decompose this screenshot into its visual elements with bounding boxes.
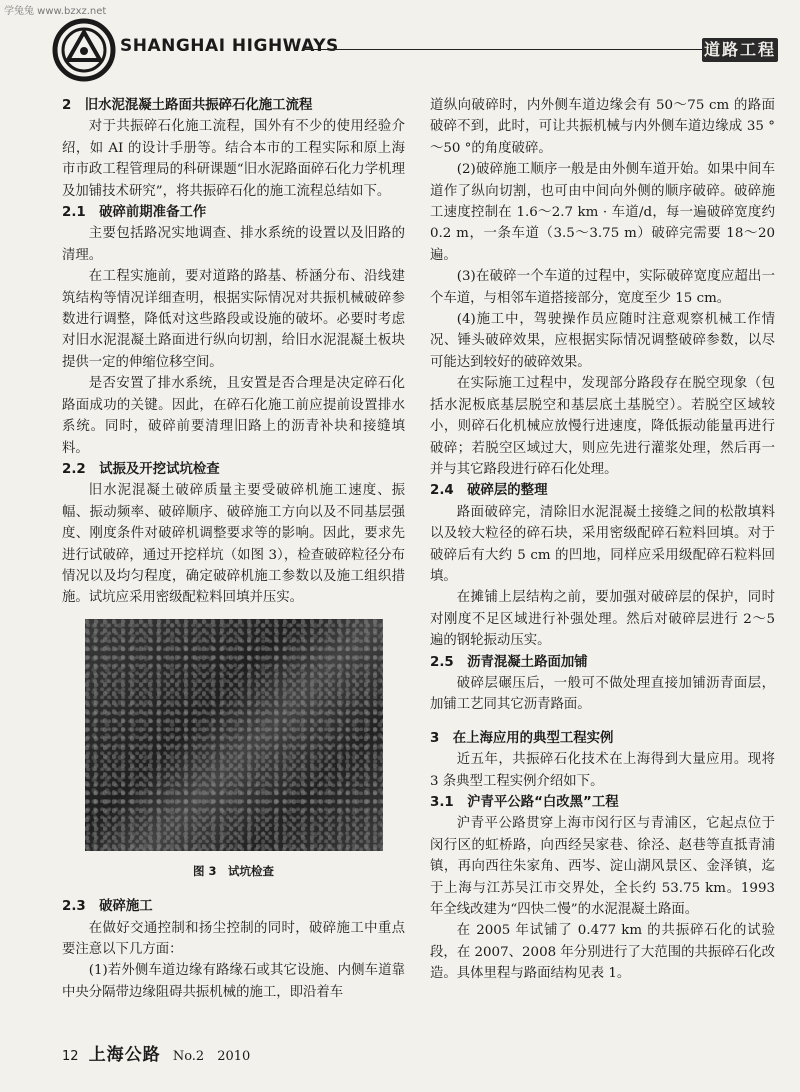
- issue-info: No.2 2010: [172, 1049, 251, 1064]
- left-column: [62, 95, 405, 1003]
- section-tag: 道路工程: [702, 38, 778, 62]
- section-2-title: 2 旧水泥混凝土路面共振碎石化施工流程: [62, 98, 313, 113]
- section-2-1-title: 2.1 破碎前期准备工作: [62, 205, 207, 221]
- paragraph: 在实际施工过程中，发现部分路段存在脱空现象（包括水泥板底基层脱空和基层底土基脱空）。若脱空区域较小，则碎石化机械应放慢行进速度，降低振动能量再进行破碎；若脱空区域过大，则应先进行灌浆处理，然后再一并与其它路段进行碎石化处理。: [430, 376, 775, 477]
- section-2-4-title: 2.4 破碎层的整理: [430, 483, 548, 499]
- section-3-1-title: 3.1 沪青平公路“白改黑”工程: [430, 795, 619, 810]
- section-2-3-title: 2.3 破碎施工: [62, 899, 153, 915]
- figure-3-photo: [85, 619, 383, 851]
- paragraph: (4)施工中，驾驶操作员应随时注意观察机械工作情况、锤头破碎效果，应根据实际情况调整破碎参数，以尽可能达到较好的破碎效果。: [430, 312, 775, 370]
- paragraph: (3)在破碎一个车道的过程中，实际破碎宽度应超出一个车道，与相邻车道搭接部分，宽度至少 15 cm。: [430, 269, 775, 306]
- journal-name: SHANGHAI HIGHWAYS: [120, 36, 339, 56]
- paragraph: 近五年，共振碎石化技术在上海得到大量应用。现将 3 条典型工程实例介绍如下。: [430, 752, 775, 789]
- paragraph: 在 2005 年试铺了 0.477 km 的共振碎石化的试验段，在 2007、2008 年分别进行了大范围的共振碎石化改造。具体里程与路面结构见表 1。: [430, 923, 775, 982]
- paragraph: 在摊铺上层结构之前，要加强对破碎层的保护，同时对刚度不足区域进行补强处理。然后对破碎层进行 2～5 遍的钢轮振动压实。: [430, 590, 775, 649]
- section-2-2-title: 2.2 试振及开挖试坑检查: [62, 461, 220, 477]
- paragraph: (1)若外侧车道边缘有路缘石或其它设施、内侧车道靠中央分隔带边缘阻碍共振机械的施工，即沿着车: [62, 963, 405, 1000]
- paragraph: (2)破碎施工顺序一般是由外侧车道开始。如果中间车道作了纵向切割，也可由中间向外侧的顺序破碎。破碎施工速度控制在 1.6～2.7 km · 车道/d，每一遍破碎宽度约 0.2 m，一条车道（3.5～3.75 m）破碎完需要 18～20 遍。: [430, 162, 775, 263]
- header-rule: [302, 49, 702, 50]
- page-footer: [62, 1040, 250, 1065]
- watermark: 学兔兔 www.bzxz.net: [4, 6, 107, 17]
- paragraph: 路面破碎完，清除旧水泥混凝土接缝之间的松散填料以及较大粒径的碎石块，采用密级配碎石粒料回填。对于破碎后有大约 5 cm 的凹地，同样应采用级配碎石粒料回填。: [430, 504, 775, 584]
- paragraph: 在做好交通控制和扬尘控制的同时，破碎施工中重点要注意以下几方面：: [62, 920, 405, 957]
- paragraph: 对于共振碎石化施工流程，国外有不少的使用经验介绍，如 AI 的设计手册等。结合本市的工程实际和原上海市市政工程管理局的科研课题“旧水泥路面碎石化力学机理及加铺技术研究”，将共振碎石化的施工流程总结如下。: [62, 119, 405, 199]
- paragraph: 破碎层碾压后，一般可不做处理直接加铺沥青面层，加铺工艺同其它沥青路面。: [430, 675, 775, 713]
- section-2-5-title: 2.5 沥青混凝土路面加铺: [430, 654, 588, 670]
- journal-logo: [52, 18, 116, 82]
- paragraph: 沪青平公路贯穿上海市闵行区与青浦区，它起点位于闵行区的虹桥路，向西经吴家巷、徐泾、赵巷等直抵青浦镇，再向西往朱家角、西岑、淀山湖风景区、金泽镇，迄于上海与江苏吴江市交界处，全长约 53.75 km。1993 年全线改建为“四快二慢”的水泥混凝土路面。: [430, 816, 775, 918]
- page-number: 12: [62, 1049, 79, 1064]
- figure-caption: 图 3 试坑检查: [192, 863, 274, 878]
- paragraph: 道纵向破碎时，内外侧车道边缘会有 50～75 cm 的路面破碎不到，此时，可让共振机械与内外侧车道边缘成 35 °～50 °的角度破碎。: [430, 98, 775, 156]
- footer-journal-name: 上海公路: [88, 1045, 161, 1065]
- right-column: [430, 95, 775, 985]
- paragraph: 主要包括路况实地调查、排水系统的设置以及旧路的清理。: [62, 226, 405, 263]
- section-3-title: 3 在上海应用的典型工程实例: [430, 730, 614, 746]
- paragraph: 在工程实施前，要对道路的路基、桥涵分布、沿线建筑结构等情况详细查明，根据实际情况对共振机械破碎参数进行调整，降低对这些路段或设施的破坏。必要时考虑对旧水泥混凝土路面进行纵向切割，给旧水泥混凝土板块提供一定的伸缩位移空间。: [62, 269, 405, 370]
- paragraph: 旧水泥混凝土破碎质量主要受破碎机施工速度、振幅、振动频率、破碎顺序、破碎施工方向以及不同基层强度、刚度条件对破碎机调整要求等的影响。因此，要求先进行试破碎，通过开挖样坑（如图 3），检查破碎粒径分布情况以及均匀程度，确定破碎机施工参数以及施工组织措施。试坑应采用密级配粒料回填并压实。: [62, 483, 405, 606]
- paragraph: 是否安置了排水系统，且安置是否合理是决定碎石化路面成功的关键。因此，在碎石化施工前应提前设置排水系统。同时，破碎前要清理旧路上的沥青补块和接缝填料。: [62, 376, 405, 456]
